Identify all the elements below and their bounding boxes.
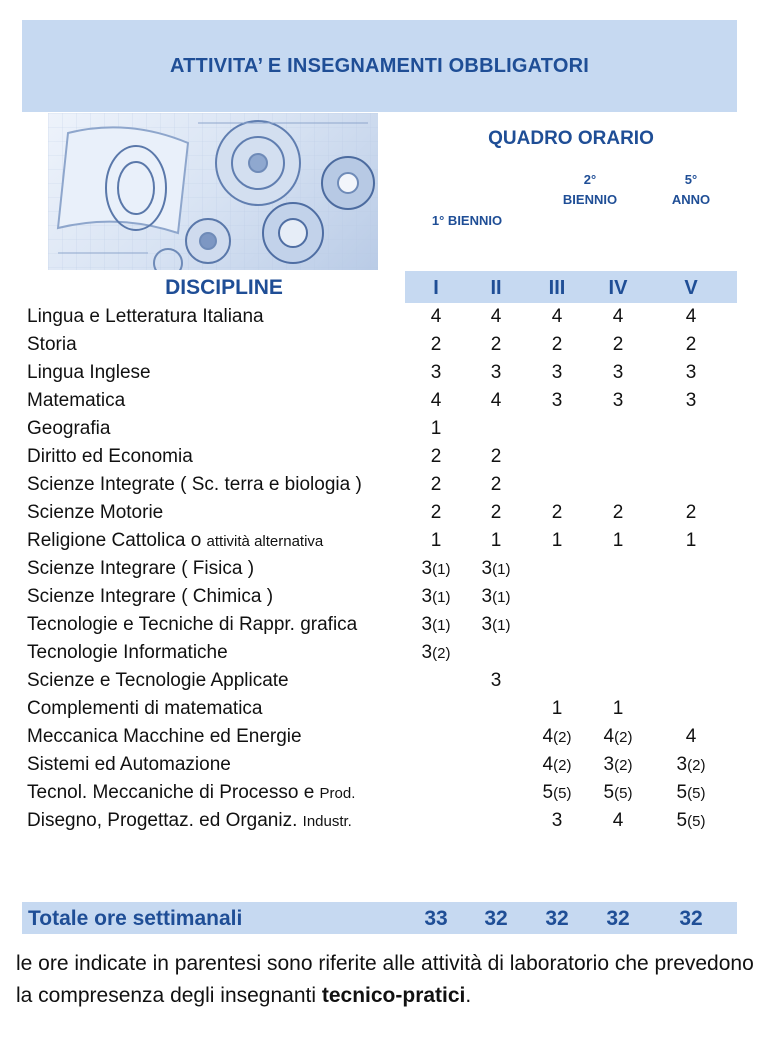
lab-hours: (1)	[432, 589, 451, 606]
disciplines-header: DISCIPLINE	[165, 276, 283, 299]
hours-cell-year-2: 4	[490, 390, 502, 411]
hours-cell-year-2: 2	[490, 334, 502, 355]
hours-cell-year-2: 2	[490, 446, 502, 467]
gears-image	[48, 113, 378, 270]
hours-cell-year-4: 5(5)	[603, 782, 633, 803]
hours-cell-year-1	[408, 807, 464, 835]
table-row	[0, 499, 765, 527]
total-value-4: 32	[606, 907, 630, 930]
subject-main-text: Scienze Integrare ( Fisica )	[27, 558, 255, 579]
subject-main-text: Scienze Integrate ( Sc. terra e biologia )	[27, 474, 362, 495]
hours-cell-year-3: 4(2)	[542, 754, 572, 775]
subject-main-text: Meccanica Macchine ed Energie	[27, 726, 302, 747]
subject-main-text: Diritto ed Economia	[27, 446, 193, 467]
hours-cell-year-4	[590, 639, 646, 667]
subject-main-text: Scienze e Tecnologie Applicate	[27, 670, 289, 691]
page-title: ATTIVITA’ E INSEGNAMENTI OBBLIGATORI	[169, 54, 590, 77]
table-row	[0, 639, 765, 667]
subject-name	[27, 555, 254, 583]
subject-name	[27, 499, 163, 527]
hours-cell-year-3: 4	[551, 306, 563, 327]
subject-main-text: Storia	[27, 334, 77, 355]
hours-cell-year-3	[529, 667, 585, 695]
table-row	[0, 723, 765, 751]
subject-name	[27, 583, 273, 611]
table-row	[0, 331, 765, 359]
hours-cell-year-2: 2	[490, 502, 502, 523]
hours-cell-year-5: 1	[685, 530, 697, 551]
hours-cell-year-2: 4	[490, 306, 502, 327]
hours-cell-year-4	[590, 667, 646, 695]
fifth-year-label	[655, 170, 727, 210]
hours-cell-year-5: 2	[685, 502, 697, 523]
lab-hours: (5)	[687, 785, 706, 802]
hours-cell-year-2	[468, 779, 524, 807]
hours-cell-year-2	[468, 695, 524, 723]
subject-name	[27, 303, 264, 331]
total-value-3: 32	[545, 907, 569, 930]
second-biennium-word: BIENNIO	[562, 192, 618, 207]
lab-hours: (2)	[614, 729, 633, 746]
hours-cell-year-1: 3(1)	[421, 586, 451, 607]
lab-hours: (2)	[687, 757, 706, 774]
hours-cell-year-1: 4	[430, 306, 442, 327]
hours-cell-year-5	[663, 639, 719, 667]
total-label: Totale ore settimanali	[28, 907, 243, 930]
subject-main-text: Tecnologie e Tecniche di Rappr. grafica	[27, 614, 358, 635]
subject-name	[27, 471, 362, 499]
subject-name	[27, 667, 289, 695]
hours-cell-year-1: 3(1)	[421, 558, 451, 579]
hours-cell-year-4: 3	[612, 362, 624, 383]
subject-name	[27, 723, 302, 751]
lab-hours: (5)	[687, 813, 706, 830]
table-row	[0, 695, 765, 723]
hours-cell-year-3	[529, 443, 585, 471]
lab-hours: (1)	[432, 561, 451, 578]
hours-cell-year-1: 1	[430, 530, 442, 551]
table-row	[0, 555, 765, 583]
table-row	[0, 527, 765, 555]
footnote	[16, 948, 756, 1012]
subject-name	[27, 443, 193, 471]
table-row	[0, 415, 765, 443]
table-row	[0, 667, 765, 695]
hours-cell-year-5	[663, 667, 719, 695]
year-header-3: III	[548, 277, 566, 299]
subject-name	[27, 639, 228, 667]
second-biennium-label	[535, 170, 645, 210]
hours-cell-year-4: 3(2)	[603, 754, 633, 775]
subject-name	[27, 527, 323, 555]
subject-name	[27, 387, 125, 415]
table-row	[0, 779, 765, 807]
total-value-2: 32	[484, 907, 508, 930]
subject-small-text: Prod.	[319, 785, 356, 802]
table-row	[0, 583, 765, 611]
hours-cell-year-4	[590, 471, 646, 499]
hours-cell-year-4	[590, 555, 646, 583]
fifth-year-word: ANNO	[671, 192, 711, 207]
hours-cell-year-5: 5(5)	[676, 810, 706, 831]
table-row	[0, 471, 765, 499]
lab-hours: (2)	[553, 757, 572, 774]
hours-cell-year-2	[468, 807, 524, 835]
hours-cell-year-4: 4(2)	[603, 726, 633, 747]
subject-main-text: Scienze Motorie	[27, 502, 164, 523]
schedule-heading: QUADRO ORARIO	[488, 128, 654, 149]
hours-cell-year-3: 1	[551, 698, 563, 719]
hours-cell-year-5	[663, 443, 719, 471]
hours-cell-year-1	[408, 751, 464, 779]
total-row	[22, 902, 737, 934]
subject-name	[27, 751, 231, 779]
table-row	[0, 359, 765, 387]
hours-cell-year-5: 5(5)	[676, 782, 706, 803]
hours-cell-year-1: 3(1)	[421, 614, 451, 635]
hours-cell-year-1: 4	[430, 390, 442, 411]
hours-cell-year-3: 2	[551, 502, 563, 523]
footnote-text: le ore indicate in parentesi sono riferite alle attività di laboratorio che prevedono la compresenza degli insegnanti	[16, 952, 754, 1007]
hours-cell-year-5: 3	[685, 390, 697, 411]
hours-cell-year-5: 3(2)	[676, 754, 706, 775]
subject-main-text: Scienze Integrare ( Chimica )	[27, 586, 274, 607]
lab-hours: (1)	[492, 589, 511, 606]
hours-cell-year-4: 4	[612, 306, 624, 327]
table-row	[0, 303, 765, 331]
hours-cell-year-5: 2	[685, 334, 697, 355]
lab-hours: (2)	[614, 757, 633, 774]
hours-cell-year-4	[590, 415, 646, 443]
hours-cell-year-2: 3(1)	[481, 558, 511, 579]
second-biennium-number: 2°	[583, 172, 597, 187]
subject-main-text: Lingua e Letteratura Italiana	[27, 306, 264, 327]
hours-cell-year-1: 2	[430, 446, 442, 467]
table-row	[0, 611, 765, 639]
total-value-5: 32	[679, 907, 703, 930]
hours-cell-year-1: 2	[430, 502, 442, 523]
table-row	[0, 751, 765, 779]
subject-main-text: Lingua Inglese	[27, 362, 151, 383]
lab-hours: (1)	[492, 617, 511, 634]
hours-cell-year-5	[663, 555, 719, 583]
hours-cell-year-3: 5(5)	[542, 782, 572, 803]
subject-small-text: Industr.	[302, 813, 352, 830]
first-biennium-label: 1° BIENNIO	[431, 213, 503, 228]
hours-cell-year-2: 3	[490, 362, 502, 383]
hours-cell-year-2: 2	[490, 474, 502, 495]
hours-cell-year-2: 3(1)	[481, 586, 511, 607]
gears-illustration	[48, 113, 378, 270]
table-row	[0, 807, 765, 835]
hours-cell-year-2	[468, 751, 524, 779]
lab-hours: (5)	[614, 785, 633, 802]
hours-cell-year-2: 3	[490, 670, 502, 691]
hours-cell-year-1	[408, 695, 464, 723]
hours-cell-year-3	[529, 611, 585, 639]
hours-cell-year-3: 2	[551, 334, 563, 355]
table-row	[0, 443, 765, 471]
hours-cell-year-4: 1	[612, 698, 624, 719]
hours-cell-year-3: 3	[551, 362, 563, 383]
hours-cell-year-4: 2	[612, 502, 624, 523]
subject-name	[27, 695, 262, 723]
subject-main-text: Tecnol. Meccaniche di Processo e	[27, 782, 320, 803]
fifth-year-number: 5°	[684, 172, 698, 187]
hours-cell-year-4: 1	[612, 530, 624, 551]
hours-cell-year-2: 1	[490, 530, 502, 551]
subject-main-text: Sistemi ed Automazione	[27, 754, 231, 775]
hours-cell-year-5	[663, 471, 719, 499]
lab-hours: (1)	[492, 561, 511, 578]
hours-cell-year-1	[408, 723, 464, 751]
title-banner	[22, 20, 737, 112]
hours-cell-year-2	[468, 639, 524, 667]
column-header-bar	[22, 271, 737, 303]
subject-main-text: Complementi di matematica	[27, 698, 263, 719]
subject-main-text: Geografia	[27, 418, 111, 439]
year-header-4: IV	[608, 277, 628, 299]
subject-main-text: Tecnologie Informatiche	[27, 642, 228, 663]
hours-cell-year-3	[529, 415, 585, 443]
hours-cell-year-1: 2	[430, 474, 442, 495]
table-row	[0, 387, 765, 415]
lab-hours: (2)	[432, 645, 451, 662]
hours-cell-year-1: 3(2)	[421, 642, 451, 663]
hours-cell-year-4	[590, 611, 646, 639]
hours-cell-year-1	[408, 667, 464, 695]
hours-cell-year-4: 3	[612, 390, 624, 411]
subject-name	[27, 359, 151, 387]
hours-cell-year-3: 3	[551, 810, 563, 831]
year-header-2: II	[490, 277, 502, 299]
hours-cell-year-3	[529, 555, 585, 583]
hours-cell-year-2: 3(1)	[481, 614, 511, 635]
subject-name	[27, 611, 357, 639]
year-header-5: V	[684, 277, 698, 299]
lab-hours: (1)	[432, 617, 451, 634]
total-value-1: 33	[424, 907, 448, 930]
hours-cell-year-1: 3	[430, 362, 442, 383]
hours-cell-year-5: 3	[685, 362, 697, 383]
subject-main-text: Religione Cattolica o	[27, 530, 207, 551]
hours-cell-year-1: 1	[430, 418, 442, 439]
hours-cell-year-3	[529, 471, 585, 499]
subject-name	[27, 807, 352, 835]
footnote-bold: tecnico-pratici	[321, 984, 466, 1007]
footnote-end: .	[465, 984, 472, 1007]
hours-cell-year-3: 1	[551, 530, 563, 551]
lab-hours: (2)	[553, 729, 572, 746]
hours-cell-year-5	[663, 415, 719, 443]
hours-cell-year-2	[468, 723, 524, 751]
hours-cell-year-5	[663, 583, 719, 611]
subject-name	[27, 331, 77, 359]
subject-name	[27, 779, 355, 807]
subject-main-text: Matematica	[27, 390, 126, 411]
hours-cell-year-4	[590, 583, 646, 611]
subject-main-text: Disegno, Progettaz. ed Organiz.	[27, 810, 303, 831]
hours-cell-year-5: 4	[685, 726, 697, 747]
hours-cell-year-3: 3	[551, 390, 563, 411]
hours-cell-year-5	[663, 611, 719, 639]
hours-cell-year-4	[590, 443, 646, 471]
hours-cell-year-4: 2	[612, 334, 624, 355]
hours-cell-year-2	[468, 415, 524, 443]
hours-cell-year-3: 4(2)	[542, 726, 572, 747]
hours-cell-year-4: 4	[612, 810, 624, 831]
subject-name	[27, 415, 110, 443]
hours-cell-year-3	[529, 639, 585, 667]
year-header-1: I	[433, 277, 439, 299]
hours-cell-year-5: 4	[685, 306, 697, 327]
hours-cell-year-1	[408, 779, 464, 807]
hours-cell-year-5	[663, 695, 719, 723]
lab-hours: (5)	[553, 785, 572, 802]
hours-cell-year-1: 2	[430, 334, 442, 355]
hours-cell-year-3	[529, 583, 585, 611]
subject-small-text: attività alternativa	[206, 533, 324, 550]
